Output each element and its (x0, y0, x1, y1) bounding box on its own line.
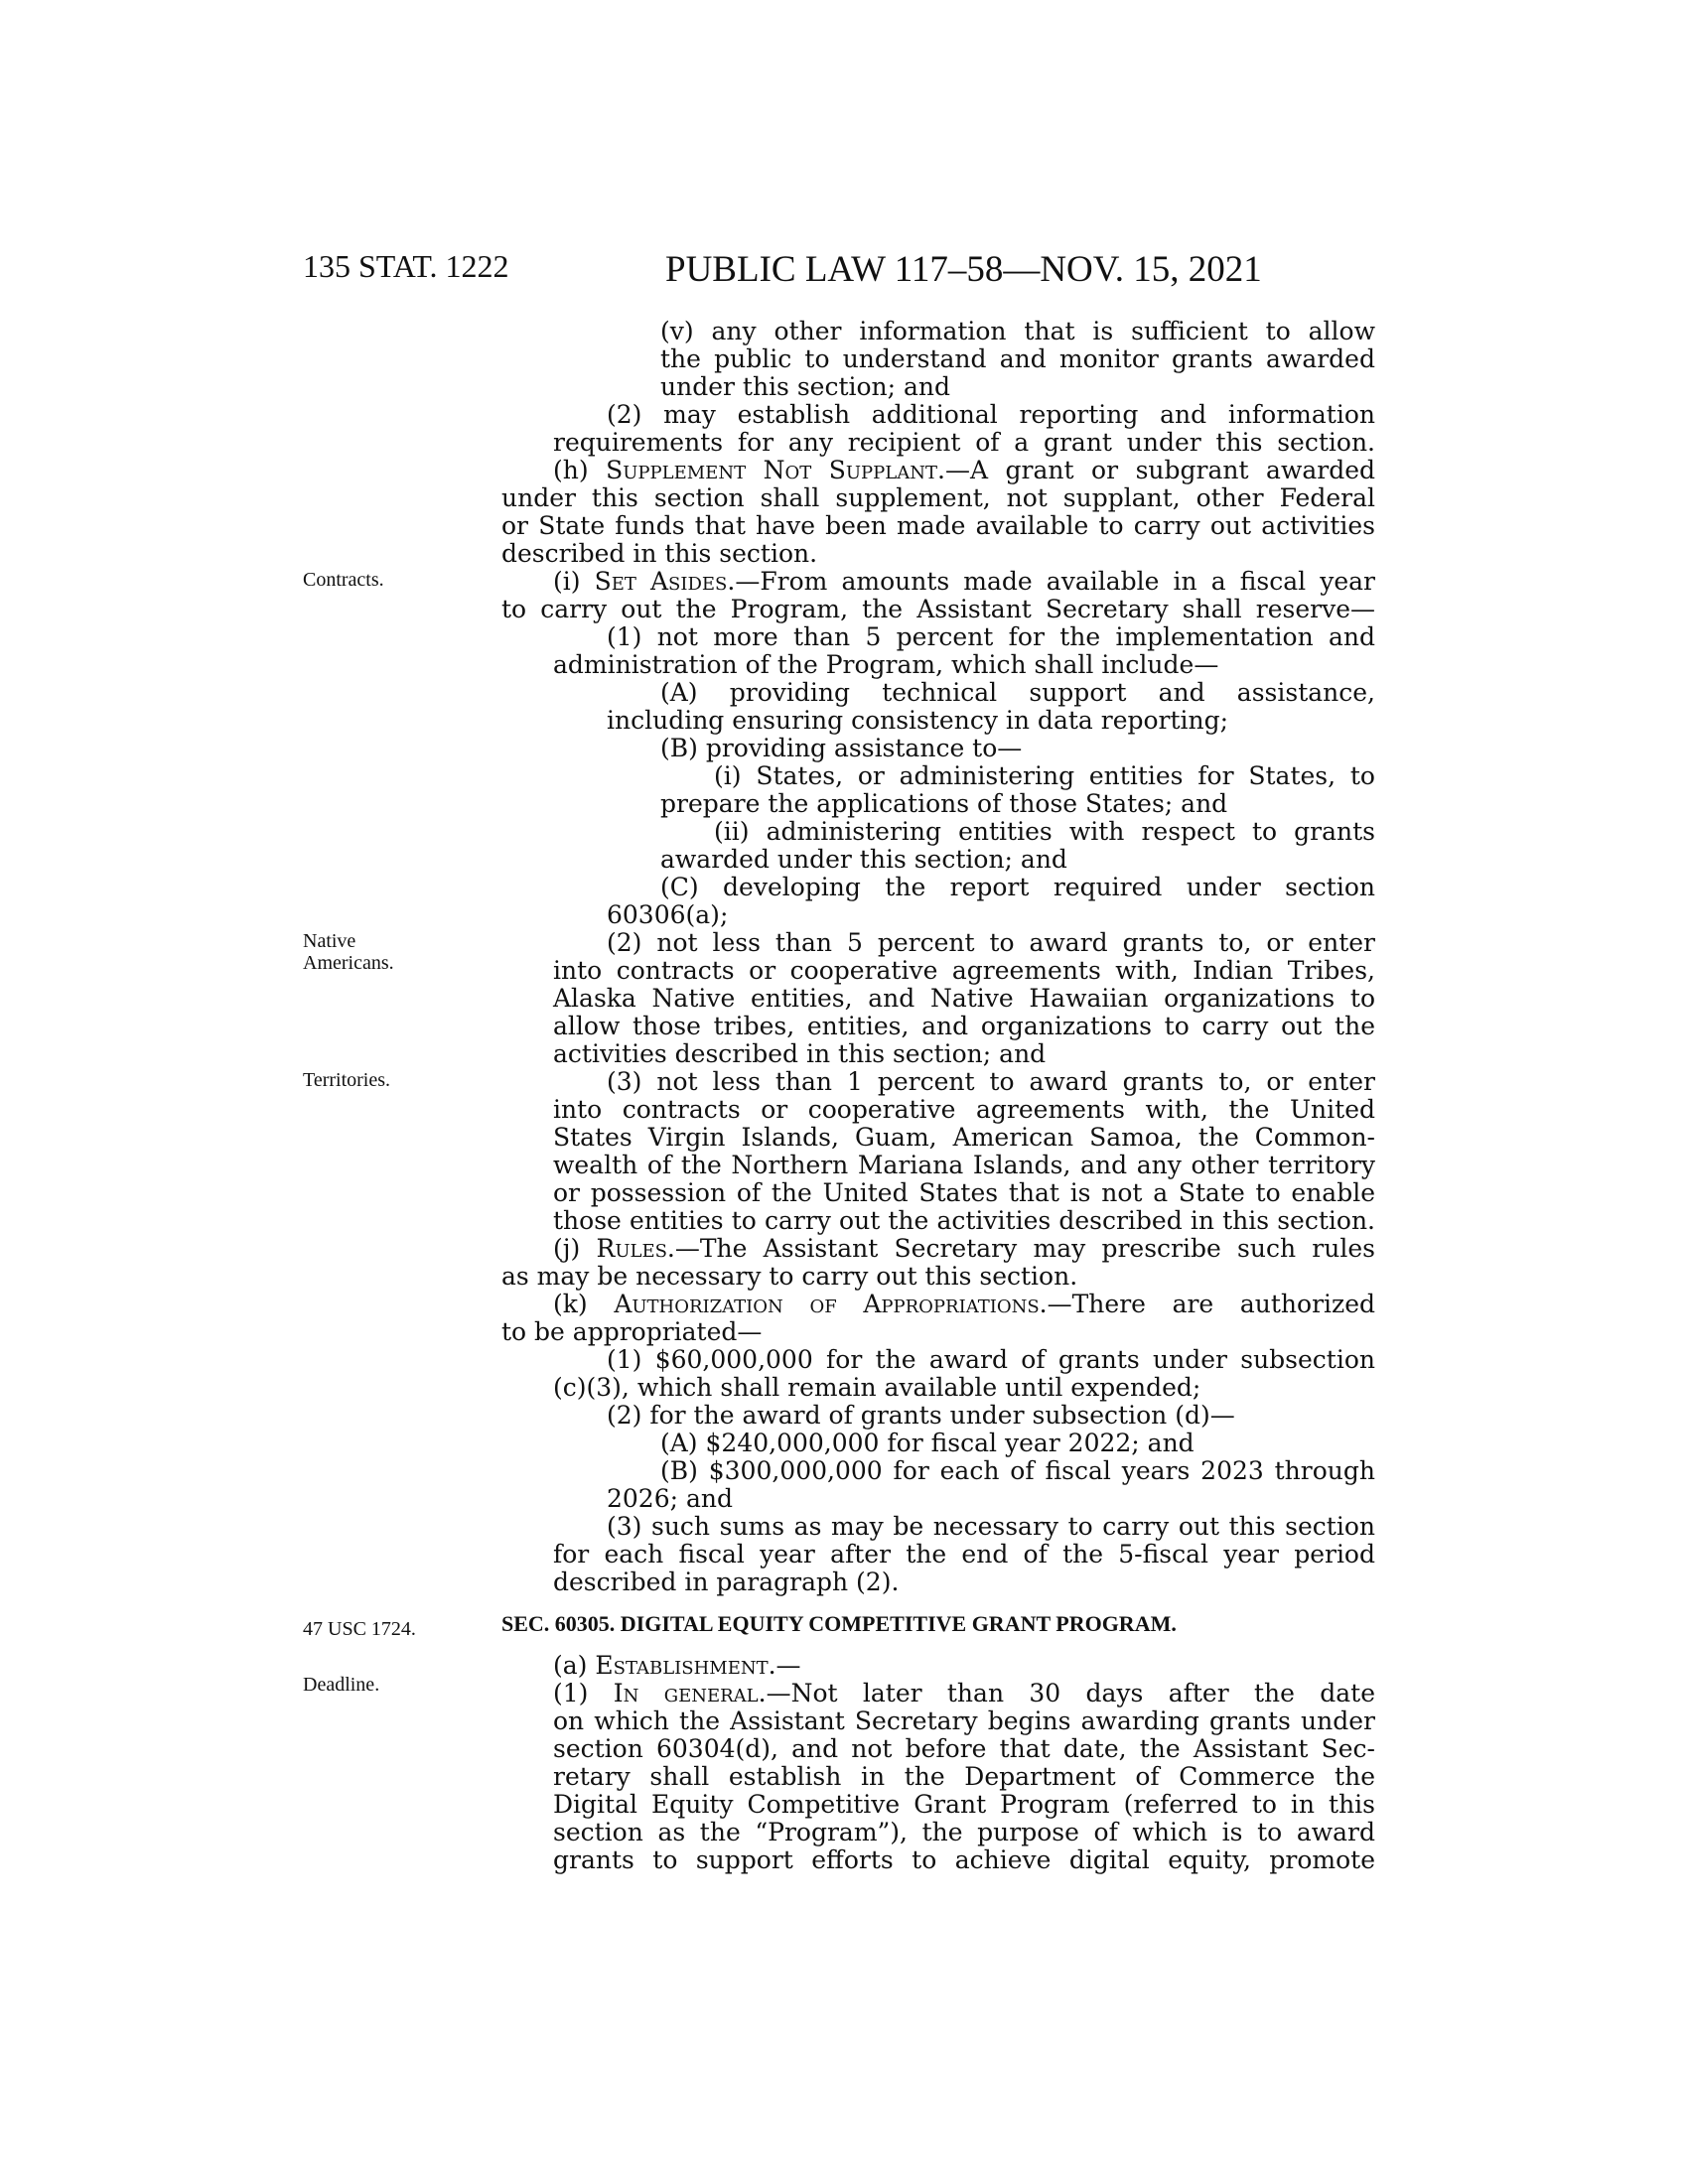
text-line: or possession of the United States that is not a State to enable (553, 1179, 1375, 1207)
text-line: (C) developing the report required under section (660, 874, 1375, 901)
text-line: awarded under this section; and (660, 846, 1067, 874)
text-line: for each fiscal year after the end of the 5-fiscal year period (553, 1541, 1375, 1569)
spacer (501, 1638, 1375, 1652)
margin-note-line: Americans. (303, 952, 394, 974)
text-line: the public to understand and monitor grants awarded (660, 345, 1375, 373)
text-line: (v) any other information that is sufficient to allow (660, 318, 1375, 345)
text-line: or State funds that have been made available to carry out activities (501, 512, 1375, 540)
text-line: (2) may establish additional reporting and information (607, 401, 1375, 429)
text-line: (c)(3), which shall remain available until expended; (553, 1374, 1201, 1402)
text-line: (A) providing technical support and assistance, (660, 679, 1375, 707)
text-line: (B) providing assistance to— (660, 735, 1023, 762)
text-line: under this section shall supplement, not supplant, other Federal (501, 484, 1375, 512)
text-line: into contracts or cooperative agreements with, the United (553, 1096, 1375, 1124)
text-line: retary shall establish in the Department of Commerce the (553, 1763, 1375, 1791)
margin-note-usc: 47 USC 1724. (303, 1618, 416, 1640)
text-line: (A) $240,000,000 for fiscal year 2022; and (660, 1430, 1195, 1457)
text-line: Digital Equity Competitive Grant Program (referred to in this (553, 1791, 1375, 1819)
text-line: activities described in this section; and (553, 1040, 1047, 1068)
text-line: described in paragraph (2). (553, 1569, 900, 1596)
text-line: allow those tribes, entities, and organizations to carry out the (553, 1013, 1375, 1040)
text-line: into contracts or cooperative agreements with, Indian Tribes, (553, 957, 1375, 985)
text-line: to carry out the Program, the Assistant Secretary shall reserve— (501, 596, 1375, 623)
text-line: administration of the Program, which shall include— (553, 651, 1219, 679)
subsection-j-heading: (j) Rules.—The Assistant Secretary may prescribe such rules (553, 1235, 1375, 1263)
running-header (303, 248, 1375, 298)
text-line: (3) such sums as may be necessary to carry out this section (607, 1513, 1375, 1541)
text-line: (i) States, or administering entities for States, to (714, 762, 1375, 790)
text-line: section as the “Program”), the purpose of which is to award (553, 1819, 1375, 1846)
statute-body (501, 318, 1375, 1874)
margin-note-deadline: Deadline. (303, 1674, 380, 1696)
text-line: section 60304(d), and not before that date, the Assistant Sec- (553, 1735, 1375, 1763)
section-60305-heading: SEC. 60305. DIGITAL EQUITY COMPETITIVE GRANT PROGRAM. (501, 1611, 1177, 1636)
subsection-i-heading: (i) Set Asides.—From amounts made available in a fiscal year (553, 568, 1375, 596)
margin-note-native-americans (303, 930, 394, 974)
text-line: grants to support efforts to achieve digital equity, promote (553, 1846, 1375, 1874)
text-line: Alaska Native entities, and Native Hawaiian organizations to (553, 985, 1375, 1013)
text-line: (2) not less than 5 percent to award grants to, or enter (607, 929, 1375, 957)
text-line: on which the Assistant Secretary begins awarding grants under (553, 1707, 1375, 1735)
text-line: those entities to carry out the activities described in this section. (553, 1207, 1375, 1235)
public-law-title: PUBLIC LAW 117–58—NOV. 15, 2021 (665, 249, 1262, 290)
subsection-h-heading: (h) Supplement Not Supplant.—A grant or subgrant awarded (553, 457, 1375, 484)
text-line: as may be necessary to carry out this section. (501, 1263, 1078, 1291)
paragraph-1-heading: (1) In general.—Not later than 30 days after the date (553, 1680, 1375, 1707)
spacer (501, 1596, 1375, 1610)
margin-note-contracts: Contracts. (303, 569, 384, 591)
text-line: described in this section. (501, 540, 818, 568)
text-line: (2) for the award of grants under subsection (d)— (607, 1402, 1235, 1430)
text-line: under this section; and (660, 373, 951, 401)
text-line: to be appropriated— (501, 1318, 763, 1346)
text-line: (B) $300,000,000 for each of fiscal years 2023 through (660, 1457, 1375, 1485)
margin-note-line: Native (303, 930, 356, 952)
text-line: requirements for any recipient of a grant under this section. (553, 429, 1375, 457)
statute-page-number: 135 STAT. 1222 (303, 248, 509, 284)
text-line: (1) not more than 5 percent for the implementation and (607, 623, 1375, 651)
subsection-a-heading: (a) Establishment.— (553, 1652, 801, 1680)
text-line: 60306(a); (607, 901, 729, 929)
text-line: including ensuring consistency in data reporting; (607, 707, 1229, 735)
text-line: (ii) administering entities with respect to grants (714, 818, 1375, 846)
text-line: (3) not less than 1 percent to award grants to, or enter (607, 1068, 1375, 1096)
text-line: 2026; and (607, 1485, 734, 1513)
text-line: (1) $60,000,000 for the award of grants under subsection (607, 1346, 1375, 1374)
text-line: wealth of the Northern Mariana Islands, and any other territory (553, 1152, 1375, 1179)
text-line: States Virgin Islands, Guam, American Samoa, the Common- (553, 1124, 1375, 1152)
margin-note-territories: Territories. (303, 1069, 391, 1091)
subsection-k-heading: (k) Authorization of Appropriations.—There are authorized (553, 1291, 1375, 1318)
text-line: prepare the applications of those States; and (660, 790, 1228, 818)
